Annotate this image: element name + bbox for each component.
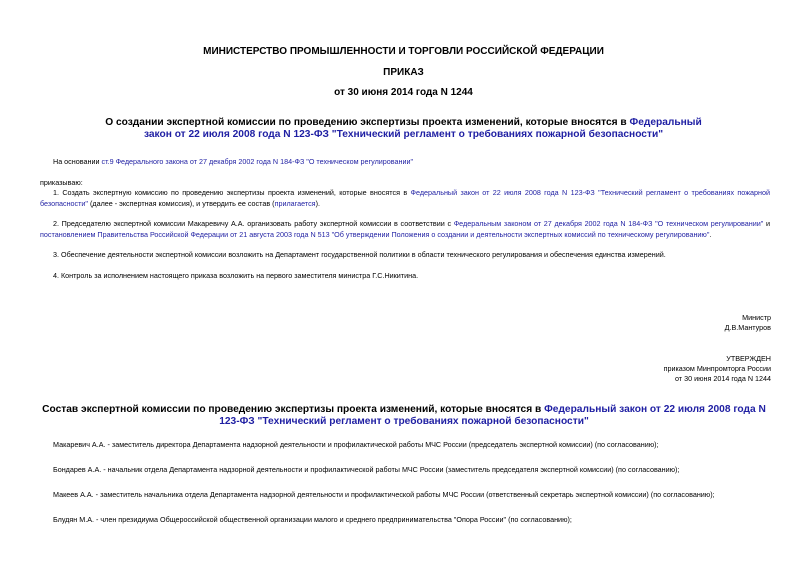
composition-title: [38, 404, 770, 428]
item-1-paragraph: [40, 188, 770, 209]
item-1-text-b: (далее - экспертная комиссия), и утвердить ее состав (: [88, 198, 275, 208]
order-word: приказываю:: [40, 178, 83, 187]
composition-title-law-link[interactable]: Федеральный закон от 22 июля 2008 года N 123-ФЗ "Технический регламент о требованиях пожарной безопасности": [219, 404, 766, 427]
ministry-heading: МИНИСТЕРСТВО ПРОМЫШЛЕННОСТИ И ТОРГОВЛИ РОССИЙСКОЙ ФЕДЕРАЦИИ: [203, 46, 604, 57]
item-2-law-link[interactable]: Федеральным законом от 27 декабря 2002 года N 184-ФЗ "О техническом регулировании": [453, 219, 764, 228]
basis-law-link[interactable]: ст.9 Федерального закона от 27 декабря 2002 года N 184-ФЗ "О техническом регулировании": [101, 157, 414, 166]
item-1-text-a: 1. Создать экспертную комиссию по проведению экспертизы проекта изменений, которые вносятся в: [53, 188, 411, 197]
item-2-text-a: 2. Председателю экспертной комиссии Макаревичу А.А. организовать работу экспертной комиссии в соответствии с: [53, 219, 454, 228]
basis-prefix: На основании: [53, 157, 102, 166]
signature-position: Министр: [742, 313, 771, 322]
member-item: Макеев А.А. - заместитель начальника отдела Департамента надзорной деятельности и профилактической работы МЧС России (ответственный секретарь экспертной комиссии) (по согласованию);: [53, 490, 715, 499]
order-date-number: от 30 июня 2014 года N 1244: [334, 87, 473, 98]
basis-paragraph: [53, 157, 773, 168]
approved-line-2: приказом Минпромторга России: [663, 364, 771, 373]
approved-line-3: от 30 июня 2014 года N 1244: [674, 374, 771, 383]
order-title: [90, 117, 717, 141]
composition-title-text: Состав экспертной комиссии по проведению экспертизы проекта изменений, которые вносятся в: [42, 404, 545, 415]
doc-type-heading: ПРИКАЗ: [383, 67, 424, 78]
item-1-text-c: ).: [315, 198, 320, 208]
item-2-paragraph: [40, 219, 770, 240]
order-title-law-link[interactable]: Федеральный закон от 22 июля 2008 года N 123-ФЗ "Технический регламент о требованиях пожарной безопасности": [143, 117, 702, 140]
item-1-attached-link[interactable]: прилагается: [274, 198, 316, 208]
item-1-law-link[interactable]: Федеральный закон от 22 июля 2008 года N 123-ФЗ "Технический регламент о требованиях пожарной безопасности": [40, 188, 771, 208]
signature-name: Д.В.Мантуров: [724, 323, 771, 332]
member-item: Макаревич А.А. - заместитель директора Департамента надзорной деятельности и профилактической работы МЧС России (председатель экспертной комиссии) (по согласованию);: [53, 440, 659, 449]
member-item: Блудян М.А. - член президиума Общероссийской общественной организации малого и среднего предпринимательства "Опора России" (по согласованию);: [53, 515, 572, 524]
item-4-paragraph: 4. Контроль за исполнением настоящего приказа возложить на первого заместителя министра Г.С.Никитина.: [53, 271, 419, 280]
member-item: Бондарев А.А. - начальник отдела Департамента надзорной деятельности и профилактической работы МЧС России (заместитель председателя экспертной комиссии) (по согласованию);: [53, 465, 680, 474]
approved-line-1: УТВЕРЖДЕН: [726, 354, 771, 363]
item-2-text-c: .: [709, 229, 712, 239]
item-3-paragraph: 3. Обеспечение деятельности экспертной комиссии возложить на Департамент государственной политики в области технического регулирования и обеспечения единства измерений.: [53, 250, 666, 259]
item-2-decree-link[interactable]: постановлением Правительства Российской Федерации от 21 августа 2003 года N 513 "Об утверждении Положения о создании и деятельности экспертных комиссий по техническому регулированию": [40, 229, 710, 239]
item-2-text-b: и: [763, 219, 770, 228]
order-title-text: О создании экспертной комиссии по проведению экспертизы проекта изменений, которые вносятся в: [105, 117, 630, 128]
